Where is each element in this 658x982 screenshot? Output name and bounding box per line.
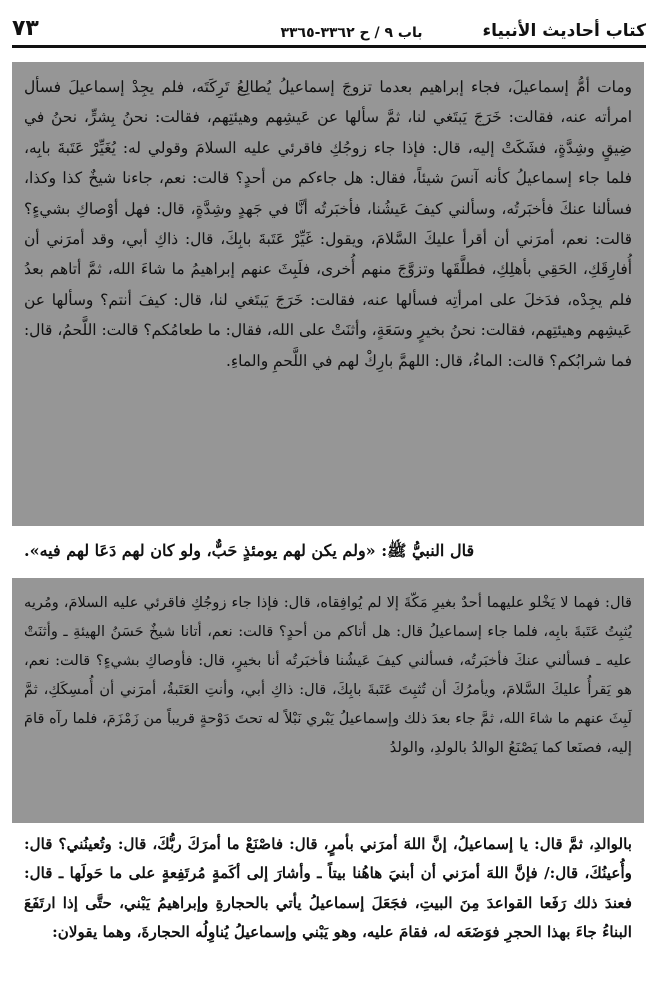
book-title: كتاب أحاديث الأنبياء <box>482 21 646 41</box>
page-number: ٧٣ <box>12 16 39 41</box>
shaded-passage-2 <box>12 578 644 823</box>
chapter-reference: باب ٩ / ح ٣٣٦٢-٣٣٦٥ <box>280 25 423 41</box>
passage-2-text: قال: فهما لا يَخْلو عليهما أحدٌ بغيرِ مَكّةَ إلا لم يُوافِقاه، قال: فإذا جاء زوجُكِ فاقرئي عليه السلامَ، ومُريه يُثبِتُ عَتَبةَ بابِه، فلما جاء إسماعيلُ قال: هل أتاكم من أحدٍ؟ قالت: نعم، أتانا شيخٌ حَسَنُ الهيئةِ ـ وأثنَتْ عليه ـ فسألني عنكَ فأخبَرتُه، فسألني كيفَ عَيشُنا فأخبَرتُه أنا بخيرٍ، قال: فأوصاكِ بشيءٍ؟ قالت: نعم، هو يَقرأُ عليكَ السَّلامَ، ويأمرُكَ أن تُثبِتَ عَتَبةَ بابِكَ، قال: ذاكِ أبي، وأنتِ العَتَبةُ، أمرَني أن أُمسِكَكِ، ثمَّ لَبِثَ عنهم ما شاءَ الله، ثمَّ جاء بعدَ ذلك وإسماعيلُ يَبْري نَبْلاً له تحتَ دَوْحةٍ قريباً من زَمْزَمَ، فلما رآه قامَ إليه، فصنَعا كما يَصْنَعُ الوالدُ بالولدِ، والولدُ <box>24 594 632 756</box>
prophet-quote-text: قال النبيُّ ﷺ: «ولم يكن لهم يومئذٍ حَبٌّ، ولو كان لهم دَعَا لهم فيه». <box>24 540 475 560</box>
bold-passage <box>12 826 644 978</box>
passage-3-text: بالوالدِ، ثمَّ قال: يا إسماعيلُ، إنَّ اللهَ أمرَني بأمرٍ، قال: فاصْنَعْ ما أمرَكَ ربُّكَ، قال: وتُعينُني؟ قال: وأُعينُكَ، قال:/ فإنَّ اللهَ أمرَني أن أبنيَ هاهُنا بيتاً ـ وأشارَ إلى أكَمةٍ مُرتَفِعةٍ على ما حَولَها ـ قال: فعندَ ذلك رَفَعا القواعدَ مِنَ البيتِ، فجَعَلَ إسماعيلُ يأتي بالحجارةِ وإبراهيمُ يَبْني، حتَّى إذا ارتَفَعَ البناءُ جاءَ بهذا الحجرِ فوَضَعَه له، فقامَ عليه، وهو يَبْني وإسماعيلُ يُناوِلُه الحجارةَ، وهما يقولان: <box>24 835 632 942</box>
shaded-passage-1 <box>12 62 644 526</box>
prophet-quote <box>12 534 644 570</box>
page-header <box>12 10 646 48</box>
passage-1-text: ومات أمُّ إسماعيلَ، فجاء إبراهيم بعدما تزوجَ إسماعيلُ يُطالِعُ تَرِكَتَه، فلم يجِدْ إسماعيلَ فسأل امرأته عنه، فقالت: خَرَجَ يَبتَغي لنا، ثمَّ سألها عن عَيشِهم وهيئتِهم، فقالت: نحنُ بِشرٍّ، نحنُ في ضِيقٍ وشِدَّةٍ، فشَكَتْ إليه، قال: فإذا جاء زوجُكِ فاقرئي عليه السلامَ وقولي له: يُغَيِّرْ عَتَبةَ بابِه، فلما جاء إسماعيلُ كأنه آنسَ شيئاً، فقال: هل جاءكم من أحدٍ؟ قالت: نعم، جاءنا شيخٌ كذا وكذا، فسألنا عنكَ فأخبَرتُه، وسألني كيفَ عَيشُنا، فأخبَرتُه أنَّا في جَهدٍ وشِدَّةٍ، قال: فهل أوْصاكِ بشيءٍ؟ قالت: نعم، أمرَني أن أقرأ عليكَ السَّلامَ، ويقول: غَيِّرْ عَتَبةَ بابِكَ، قال: ذاكِ أبي، وقد أمرَني أن أُفارِقَكِ، الحَقِي بأهلِكِ، فطلَّقَها وتزوَّجَ منهم أُخرى، فلَبِثَ عنهم إبراهيمُ ما شاءَ الله، ثمَّ أتاهم بعدُ فلم يجِدْه، فدَخلَ على امرأتِه فسألها عنه، فقالت: خَرَجَ يَبتَغي لنا، قال: كيفَ أنتم؟ وسألها عن عَيشِهم وهيئتِهم، فقالت: نحنُ بخيرٍ وسَعَةٍ، وأثنَتْ على الله، فقال: ما طعامُكم؟ قالت: اللَّحمُ، قال: فما شرابُكم؟ قالت: الماءُ، قال: اللهمَّ بارِكْ لهم في اللَّحمِ والماءِ. <box>24 78 632 370</box>
